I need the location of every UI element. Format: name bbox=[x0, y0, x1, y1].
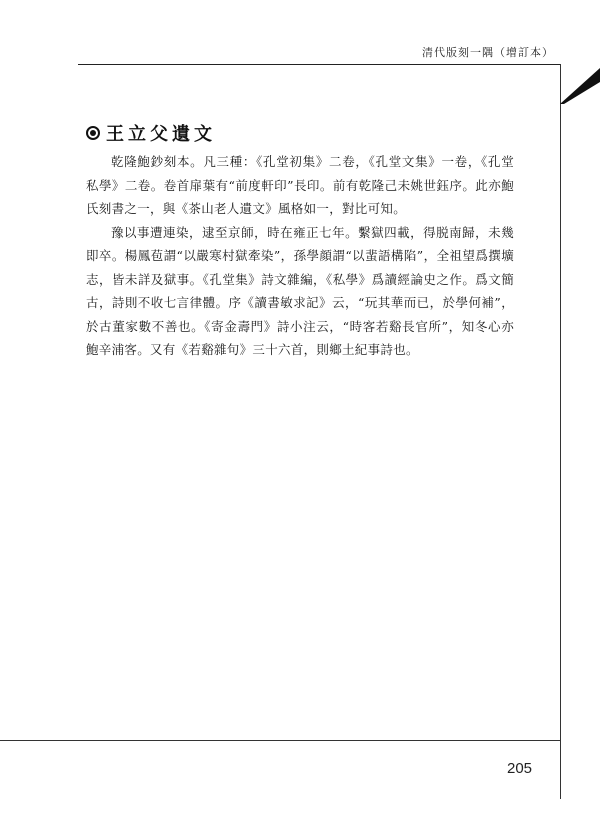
section-title: 王立父遺文 bbox=[106, 124, 216, 145]
section-heading bbox=[86, 120, 216, 146]
running-title: 清代版刻一隅（增訂本） bbox=[422, 46, 554, 59]
margin-rule bbox=[560, 64, 561, 799]
paragraph-2: 豫以事遭連染，逮至京師，時在雍正七年。繫獄四載，得脱南歸，未幾即卒。楊鳳苞謂“以嚴寒村獄牽染”，孫學顔謂“以蜚語構陷”，全祖望爲撰壙志，皆未詳及獄事。《孔堂集》詩文雜編，《私學》爲讀經論史之作。爲文簡古，詩則不收七言律體。序《讀書敏求記》云，“玩其華而已，於學何補”，於古董家數不善也。《寄金壽門》詩小注云，“時客若谿長官所”，知冬心亦鮑辛浦客。又有《若谿雜句》三十六首，則鄉土紀事詩也。 bbox=[86, 224, 515, 357]
paragraph-1: 乾隆鮑鈔刻本。凡三種：《孔堂初集》二卷，《孔堂文集》一卷，《孔堂私學》二卷。卷首扉葉有“前度軒印”長印。前有乾隆己未姚世鈺序。此亦鮑氏刻書之一，與《茶山老人遺文》風格如一，對比可知。 bbox=[86, 154, 514, 216]
header-rule bbox=[78, 64, 560, 65]
page-number: 205 bbox=[507, 760, 533, 777]
corner-wedge-mark bbox=[560, 68, 600, 104]
double-circle-icon bbox=[86, 126, 100, 140]
footer-rule bbox=[0, 740, 560, 741]
body-text bbox=[86, 150, 514, 362]
